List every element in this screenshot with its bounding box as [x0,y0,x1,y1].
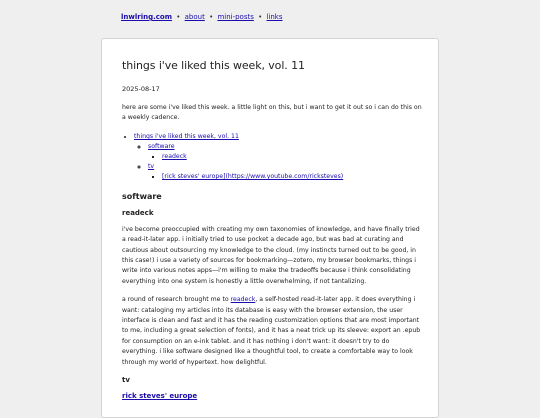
paragraph-readeck-research [122,295,422,368]
toc-item [148,162,422,182]
post-content [122,59,422,400]
post-card [101,38,439,418]
post-date: 2025-08-17 [122,85,160,93]
readeck-link[interactable]: readeck [230,296,256,304]
nav-separator: • [209,13,214,21]
paragraph-readeck-intro: i've become preoccupied with creating my own taxonomies of knowledge, and have finally tried a read-it-later app. i initially tried to use pocket a decade ago, but was bad at curating and cautious about outsourcing my knowledge to the cloud. (my instincts turned out to be good, in this case!) i use a variety of sources for bookmarking—zotero, my browser bookmarks, things i write into various notes apps—i'm willing to make the tradeoffs because i think consolidating everything into one system is honestly a little overwhelming, if not tantalizing. [122,225,420,285]
toc-item [162,172,422,182]
toc-link-title[interactable]: things i've liked this week, vol. 11 [134,132,239,140]
toc-item [162,152,422,162]
rick-steves-heading [122,392,422,400]
toc-link-readeck[interactable]: readeck [162,152,187,160]
paragraph-text: a round of research brought me to [122,296,231,304]
table-of-contents [122,132,422,182]
nav-links-link[interactable]: links [266,13,283,21]
nav-separator: • [258,13,263,21]
toc-link-rick-steves[interactable]: [rick steves' europe](https://www.youtube.com/ricksteves) [162,172,344,180]
toc-item [148,142,422,162]
toc-link-tv[interactable]: tv [148,162,155,170]
site-home-link[interactable]: lnwlring.com [121,13,173,21]
subsection-heading-readeck: readeck [122,208,154,217]
subsection-heading-tv: tv [122,376,130,385]
post-intro: here are some i've liked this week. a little light on this, but i want to get it out so i can do this on a weekly cadence. [122,104,422,122]
top-nav [121,13,283,21]
paragraph-text: , a self-hosted read-it-later app. it does everything i want: cataloging my articles into its database is easy with the browser extension, the user interface is clean and fast and it has the reading customization options that are most important to me, including a great selection of fonts), and it has a neat trick up its sleeve: export an .epub for consumption on an e-ink tablet. and it has nothing i don't want: it doesn't try to do everything. i like software designed like a thoughtful tool, to create a comfortable way to look through my world of hypertext. how delightful. [122,296,421,366]
nav-about-link[interactable]: about [184,13,205,21]
toc-item [134,132,422,182]
toc-link-software[interactable]: software [148,142,175,150]
section-heading-software: software [122,191,162,201]
nav-separator: • [176,13,181,21]
rick-steves-link[interactable]: rick steves' europe [122,392,198,401]
post-title: things i've liked this week, vol. 11 [122,59,305,72]
nav-mini-posts-link[interactable]: mini-posts [217,13,254,21]
